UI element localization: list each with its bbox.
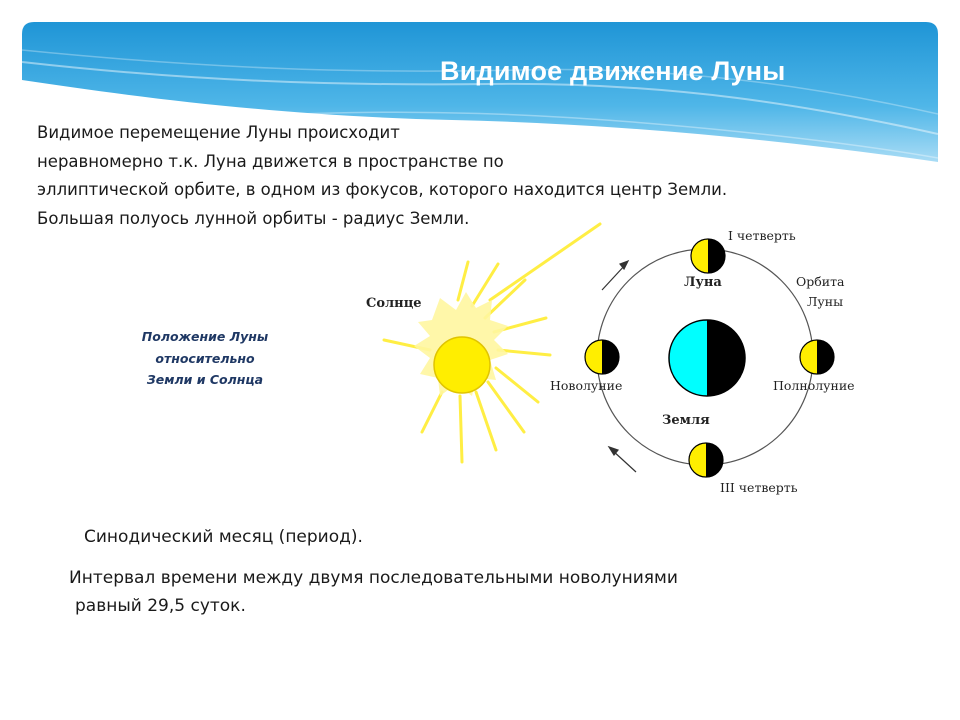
first-quarter-label: I четверть — [728, 228, 796, 243]
moon-third-quarter-icon — [689, 443, 723, 477]
full-moon-label: Полнолуние — [773, 378, 855, 393]
interval-line: равный 29,5 суток. — [75, 596, 246, 616]
earth-icon — [669, 320, 745, 396]
moon-full-icon — [800, 340, 834, 374]
synodic-heading: Синодический месяц (период). — [84, 527, 363, 547]
interval-paragraph — [69, 564, 678, 620]
caption-line: Земли и Солнца — [146, 372, 264, 387]
diagram-caption — [120, 326, 290, 391]
intro-line: Большая полуось лунной орбиты - радиус Земли. — [37, 208, 470, 228]
sun-label: Солнце — [366, 296, 422, 311]
intro-line: эллиптической орбите, в одном из фокусов, которого находится центр Земли. — [37, 180, 728, 200]
intro-line: неравномерно т.к. Луна движется в пространстве по — [37, 151, 504, 171]
moon-label: Луна — [684, 275, 722, 290]
moon-phases-diagram — [340, 200, 880, 510]
orbit-label: Луны — [807, 294, 844, 309]
new-moon-label: Новолуние — [550, 378, 623, 393]
sun-icon — [434, 337, 490, 393]
orbit-label: Орбита — [796, 274, 845, 289]
interval-line: Интервал времени между двумя последовательными новолуниями — [69, 568, 678, 588]
earth-label: Земля — [662, 413, 710, 428]
intro-line: Видимое перемещение Луны происходит — [37, 123, 400, 142]
moon-first-quarter-icon — [691, 239, 725, 273]
moon-new-icon — [585, 340, 619, 374]
caption-line: Положение Луны — [141, 329, 269, 344]
caption-line: относительно — [155, 350, 255, 366]
slide-title: Видимое движение Луны — [440, 56, 786, 86]
third-quarter-label: III четверть — [720, 480, 798, 495]
